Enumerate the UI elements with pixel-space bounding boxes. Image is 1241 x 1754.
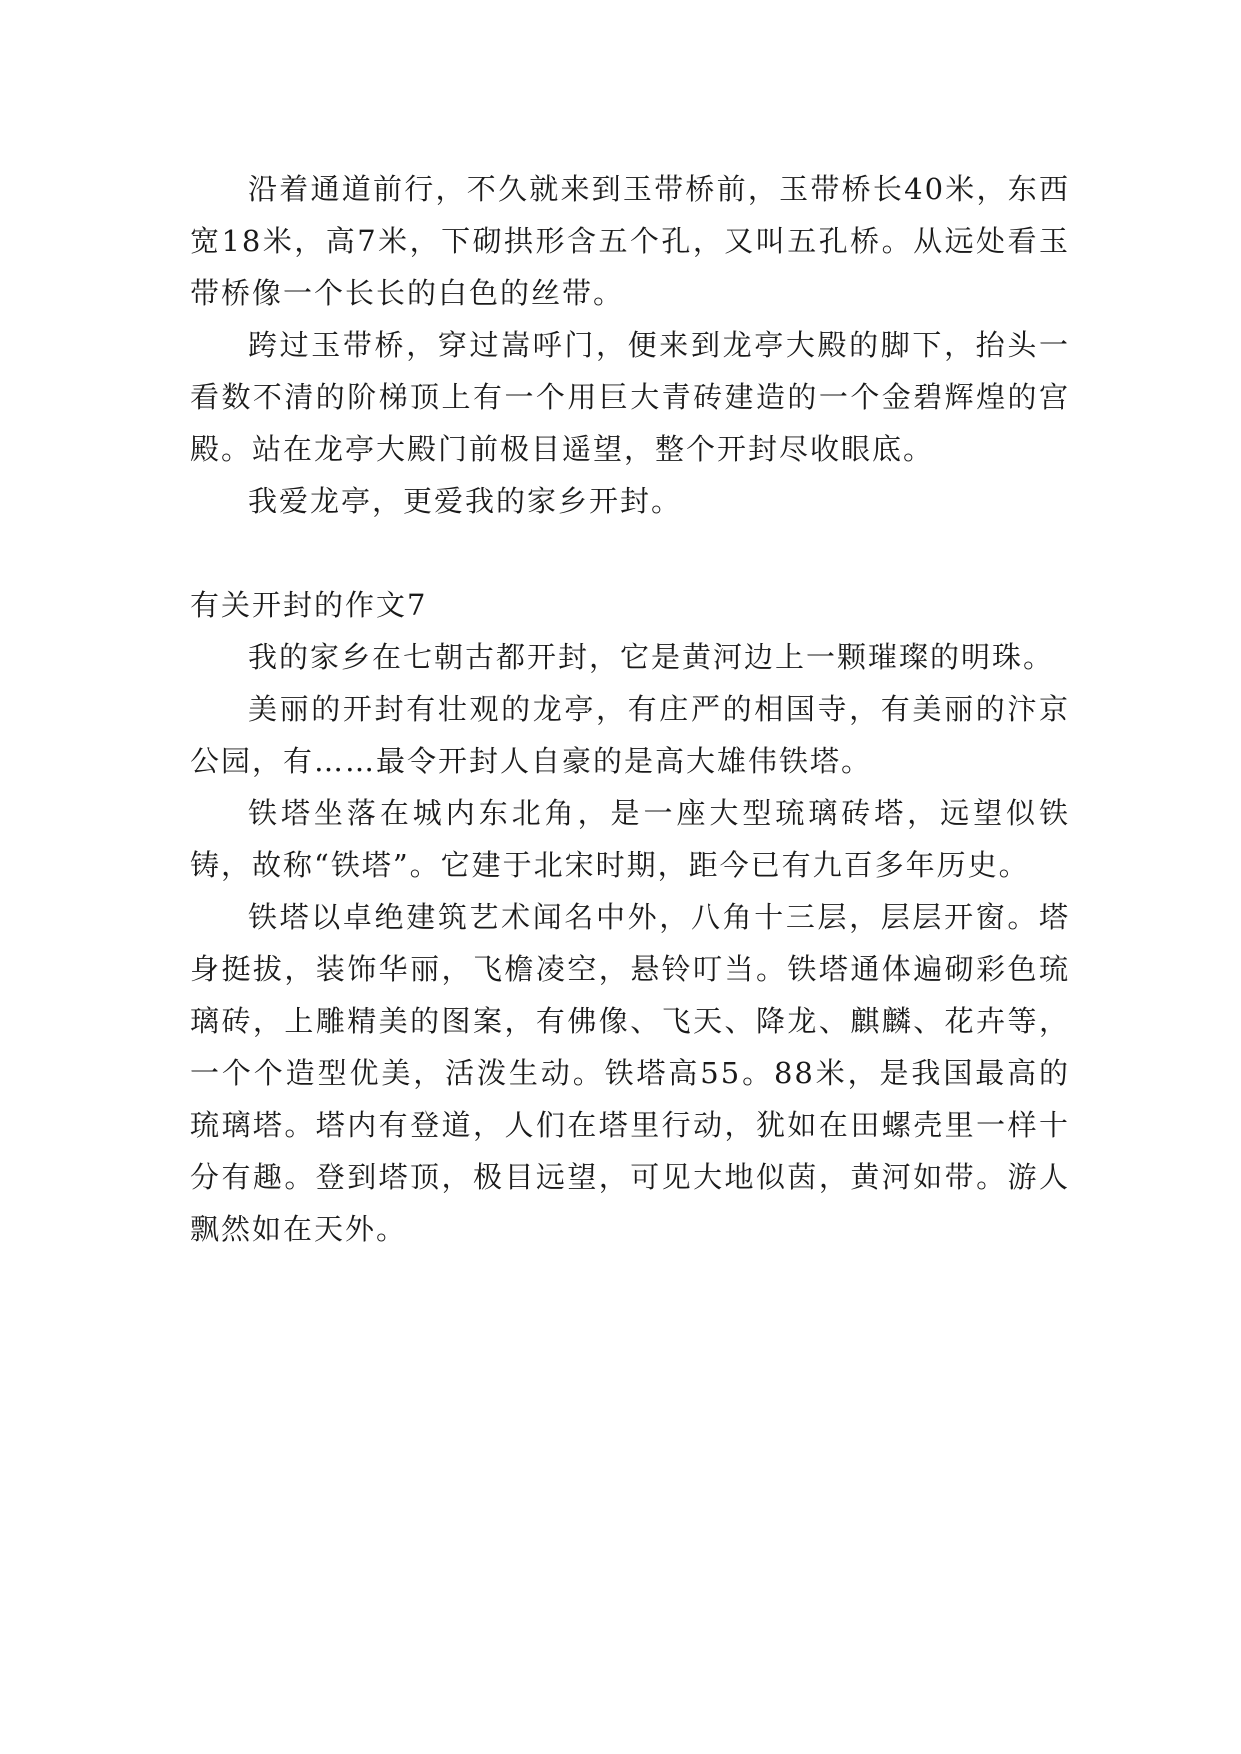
paragraph-iron-tower-details: 铁塔以卓绝建筑艺术闻名中外，八角十三层，层层开窗。塔身挺拔，装饰华丽，飞檐凌空，悬铃叮当。铁塔通体遍砌彩色琉璃砖，上雕精美的图案，有佛像、飞天、降龙、麒麟、花卉等，一个个造型优美，活泼生动。铁塔高55。88米，是我国最高的琉璃塔。塔内有登道，人们在塔里行动，犹如在田螺壳里一样十分有趣。登到塔顶，极目远望，可见大地似茵，黄河如带。游人飘然如在天外。	[190, 900, 1070, 1246]
section-gap	[190, 527, 1070, 579]
essay-title: 有关开封的作文7	[190, 588, 428, 622]
paragraph-intro: 我的家乡在七朝古都开封，它是黄河边上一颗璀璨的明珠。	[248, 640, 1055, 674]
paragraph-landmarks: 美丽的开封有壮观的龙亭，有庄严的相国寺，有美丽的汴京公园，有……最令开封人自豪的是高大雄伟铁塔。	[190, 692, 1070, 778]
document-body	[190, 163, 1070, 1255]
paragraph-iron-tower-location: 铁塔坐落在城内东北角，是一座大型琉璃砖塔，远望似铁铸，故称“铁塔”。它建于北宋时期，距今已有九百多年历史。	[190, 796, 1070, 882]
paragraph-love-hometown: 我爱龙亭，更爱我的家乡开封。	[248, 484, 683, 518]
paragraph-longting-hall: 跨过玉带桥，穿过嵩呼门，便来到龙亭大殿的脚下，抬头一看数不清的阶梯顶上有一个用巨大青砖建造的一个金碧辉煌的宫殿。站在龙亭大殿门前极目遥望，整个开封尽收眼底。	[190, 328, 1070, 466]
paragraph-yudai-bridge: 沿着通道前行，不久就来到玉带桥前，玉带桥长40米，东西宽18米，高7米，下砌拱形含五个孔，又叫五孔桥。从远处看玉带桥像一个长长的白色的丝带。	[190, 172, 1070, 310]
